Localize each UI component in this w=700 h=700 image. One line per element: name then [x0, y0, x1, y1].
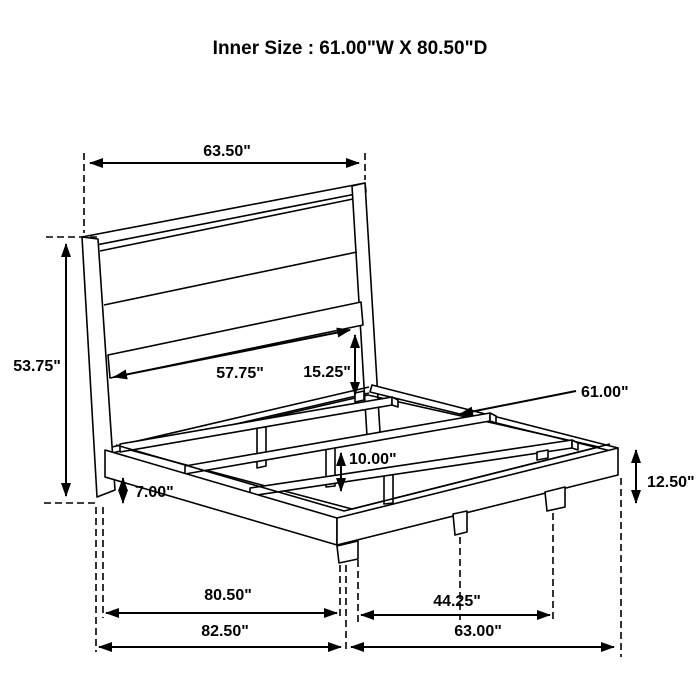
- dim-label-rail-clearance: 7.00": [135, 484, 174, 501]
- dim-label-side-rail-height: 12.50": [647, 474, 695, 491]
- bed-frame: [105, 385, 618, 563]
- bracket-front: [537, 450, 548, 460]
- dim-label-overall-depth: 82.50": [201, 623, 249, 640]
- dim-label-headboard-width: 63.50": [203, 143, 251, 160]
- slat-2-end-cap: [490, 413, 496, 423]
- dim-label-overall-width: 63.00": [454, 623, 502, 640]
- diagram-title: Inner Size : 61.00"W X 80.50"D: [212, 38, 488, 59]
- dim-label-slat-height: 10.00": [349, 451, 397, 468]
- dim-label-headboard-inner-width: 57.75": [216, 365, 264, 382]
- dim-label-headboard-height: 53.75": [13, 358, 61, 375]
- headboard-top-band: [82, 183, 366, 247]
- dim-label-headboard-panel-height: 15.25": [303, 364, 351, 381]
- headboard-panel-divider-line: [104, 252, 357, 305]
- dim-label-front-leg-span: 44.25": [433, 593, 481, 610]
- dim-leader-inner-width: [460, 391, 576, 414]
- dim-label-inner-depth: 80.50": [204, 587, 252, 604]
- front-center-leg: [453, 511, 467, 535]
- front-right-leg: [545, 487, 565, 511]
- headboard-panel-top-line: [100, 199, 353, 251]
- bracket-back: [355, 391, 364, 402]
- dim-label-inner-width: 61.00": [581, 384, 629, 401]
